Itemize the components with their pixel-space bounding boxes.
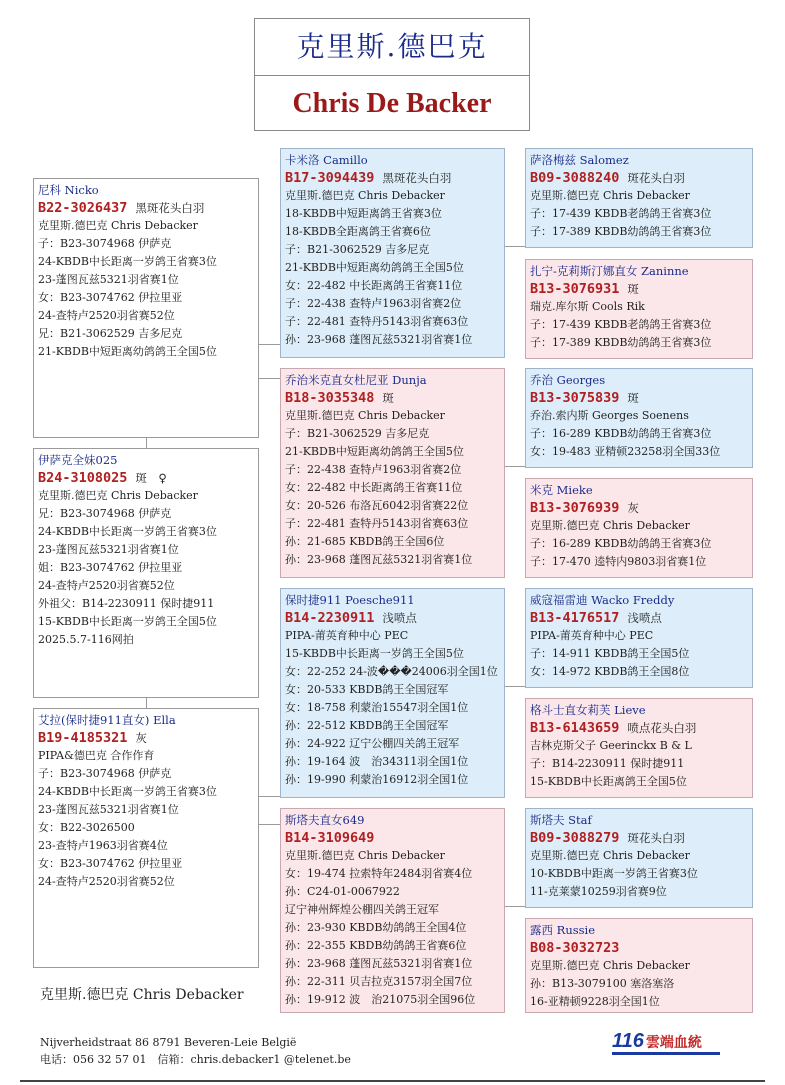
dds-name: 斯塔夫 Staf bbox=[530, 813, 592, 827]
dds-line: 克里斯.德巴克 Chris Debacker bbox=[530, 849, 690, 862]
pedigree-dsd-box bbox=[525, 698, 753, 798]
dd-line: 女：19-474 拉索特年2484羽省赛4位 bbox=[285, 867, 473, 880]
sire-color: 黑斑花头白羽 bbox=[135, 201, 205, 215]
pedigree-dd-box bbox=[280, 808, 505, 1013]
dsd-name: 格斗士直女莉芙 Lieve bbox=[530, 703, 646, 717]
sds-line: 女：19-483 亚精顿23258羽全国33位 bbox=[530, 445, 721, 458]
pedigree-sds-box bbox=[525, 368, 753, 468]
ss-line: 孙：23-968 蓬图瓦兹5321羽省赛1位 bbox=[285, 333, 473, 346]
sdd-ring: B13-3076939 灰 bbox=[530, 500, 639, 516]
sire-ring: B22-3026437 黑斑花头白羽 bbox=[38, 200, 205, 216]
dd-line: 克里斯.德巴克 Chris Debacker bbox=[285, 849, 445, 862]
sd-line: 女：22-482 中长距离鸽王省赛11位 bbox=[285, 481, 463, 494]
sss-color: 斑花头白羽 bbox=[627, 171, 685, 185]
sd-color: 斑 bbox=[382, 391, 394, 405]
sd-line: 21-KBDB中短距离幼鸽鸽王全国5位 bbox=[285, 445, 464, 458]
connector bbox=[258, 796, 280, 797]
connector bbox=[505, 686, 525, 687]
dam-line: 24-查特卢2520羽省赛52位 bbox=[38, 875, 175, 888]
connector bbox=[146, 438, 147, 448]
sd-line: 子：22-438 查特卢1963羽省赛2位 bbox=[285, 463, 462, 476]
sire-line: 21-KBDB中短距离幼鸽鸽王全国5位 bbox=[38, 345, 217, 358]
sds-ring: B13-3075839 斑 bbox=[530, 390, 639, 406]
ds-line: PIPA-莆英育种中心 PEC bbox=[285, 629, 409, 642]
dsd-color: 喷点花头白羽 bbox=[627, 721, 697, 735]
pedigree-ds-box bbox=[280, 588, 505, 798]
ddd-name: 露西 Russie bbox=[530, 923, 596, 937]
dam-line: 女：B22-3026500 bbox=[38, 821, 135, 834]
ss-line: 18-KBDB中短距离鸽王省赛3位 bbox=[285, 207, 442, 220]
dss-ring: B13-4176517 浅喷点 bbox=[530, 610, 662, 626]
pedigree-ss-box bbox=[280, 148, 505, 358]
dam-line: PIPA&德巴克 合作作育 bbox=[38, 749, 155, 762]
ss-color: 黑斑花头白羽 bbox=[382, 171, 452, 185]
dds-color: 斑花头白羽 bbox=[627, 831, 685, 845]
address-line: Nijverheidstraat 86 8791 Beveren-Leie België bbox=[40, 1036, 297, 1049]
ssd-name: 扎宁-克莉斯汀娜直女 Zaninne bbox=[530, 264, 689, 278]
ss-ring: B17-3094439 黑斑花头白羽 bbox=[285, 170, 452, 186]
ds-line: 孙：24-922 辽宁公棚四关鸽王冠军 bbox=[285, 737, 460, 750]
subject-line: 克里斯.德巴克 Chris Debacker bbox=[38, 489, 198, 502]
dam-color: 灰 bbox=[135, 731, 147, 745]
logo-underline bbox=[612, 1052, 720, 1055]
dds-line: 11-克莱蒙10259羽省赛9位 bbox=[530, 885, 667, 898]
dsd-line: 子：B14-2230911 保时捷911 bbox=[530, 757, 685, 770]
sds-line: 子：16-289 KBDB幼鸽鸽王省赛3位 bbox=[530, 427, 712, 440]
logo-text: 雲端血統 bbox=[645, 1035, 702, 1051]
ddd-ring: B08-3032723 bbox=[530, 940, 620, 956]
dss-color: 浅喷点 bbox=[627, 611, 662, 625]
ds-line: 孙：19-990 利蒙治16912羽全国1位 bbox=[285, 773, 469, 786]
ssd-ring: B13-3076931 斑 bbox=[530, 281, 639, 297]
ddd-line: 孙：B13-3079100 塞洛塞洛 bbox=[530, 977, 675, 990]
dd-name: 斯塔夫直女649 bbox=[285, 813, 365, 827]
connector bbox=[505, 906, 525, 907]
address-block bbox=[40, 1034, 351, 1068]
ss-line: 21-KBDB中短距离幼鸽鸽王全国5位 bbox=[285, 261, 464, 274]
sdd-name: 米克 Mieke bbox=[530, 483, 593, 497]
ss-line: 女：22-482 中长距离鸽王省赛11位 bbox=[285, 279, 463, 292]
sire-name: 尼科 Nicko bbox=[38, 183, 99, 197]
pedigree-subject-box bbox=[33, 448, 259, 698]
subject-line: 兄：B23-3074968 伊萨克 bbox=[38, 507, 172, 520]
dds-line: 10-KBDB中距离一岁鸽王省赛3位 bbox=[530, 867, 698, 880]
ddd-line: 16-亚精顿9228羽全国1位 bbox=[530, 995, 660, 1008]
sire-line: 女：B23-3074762 伊拉里亚 bbox=[38, 291, 183, 304]
dam-line: 23-查特卢1963羽省赛4位 bbox=[38, 839, 168, 852]
sire-line: 24-KBDB中长距离一岁鸽王省赛3位 bbox=[38, 255, 217, 268]
sds-name: 乔治 Georges bbox=[530, 373, 606, 387]
sds-color: 斑 bbox=[627, 391, 639, 405]
dam-line: 子：B23-3074968 伊萨克 bbox=[38, 767, 172, 780]
ds-line: 15-KBDB中长距离一岁鸽王全国5位 bbox=[285, 647, 464, 660]
sds-line: 乔治.索内斯 Georges Soenens bbox=[530, 409, 689, 422]
pedigree-sss-box bbox=[525, 148, 753, 248]
ss-line: 子：B21-3062529 吉多尼克 bbox=[285, 243, 430, 256]
dd-line: 孙：19-912 波 治21075羽全国96位 bbox=[285, 993, 476, 1006]
ds-line: 女：18-758 利蒙治15547羽全国1位 bbox=[285, 701, 469, 714]
ds-line: 女：22-252 24-波���24006羽全国1位 bbox=[285, 665, 498, 678]
dd-line: 孙：C24-01-0067922 bbox=[285, 885, 400, 898]
subject-name: 伊萨克全妹025 bbox=[38, 453, 118, 467]
dss-line: 子：14-911 KBDB鸽王全国5位 bbox=[530, 647, 690, 660]
ss-name: 卡米洛 Camillo bbox=[285, 153, 368, 167]
subject-line: 外祖父：B14-2230911 保时捷911 bbox=[38, 597, 215, 610]
pedigree-dam-box bbox=[33, 708, 259, 968]
ss-line: 子：22-438 查特卢1963羽省赛2位 bbox=[285, 297, 462, 310]
dd-line: 孙：22-311 贝吉拉克3157羽全国7位 bbox=[285, 975, 473, 988]
logo bbox=[612, 1030, 722, 1056]
pedigree-ddd-box bbox=[525, 918, 753, 1013]
sd-line: 克里斯.德巴克 Chris Debacker bbox=[285, 409, 445, 422]
connector bbox=[505, 246, 525, 247]
ds-name: 保时捷911 Poesche911 bbox=[285, 593, 415, 607]
pedigree-dss-box bbox=[525, 588, 753, 688]
subject-line: 15-KBDB中长距离一岁鸽王全国5位 bbox=[38, 615, 217, 628]
sss-line: 子：17-439 KBDB老鸽鸽王省赛3位 bbox=[530, 207, 712, 220]
sss-ring: B09-3088240 斑花头白羽 bbox=[530, 170, 685, 186]
dd-line: 孙：23-930 KBDB幼鸽鸽王全国4位 bbox=[285, 921, 467, 934]
subject-line: 23-蓬图瓦兹5321羽省赛1位 bbox=[38, 543, 179, 556]
ssd-color: 斑 bbox=[627, 282, 639, 296]
dd-ring: B14-3109649 bbox=[285, 830, 375, 846]
pedigree-sdd-box bbox=[525, 478, 753, 578]
contact-line: 电话：056 32 57 01 信箱：chris.debacker1 @telenet.be bbox=[40, 1053, 351, 1066]
connector bbox=[258, 824, 280, 825]
ds-line: 女：20-533 KBDB鸽王全国冠军 bbox=[285, 683, 449, 696]
ss-line: 子：22-481 查特丹5143羽省赛63位 bbox=[285, 315, 469, 328]
sss-line: 克里斯.德巴克 Chris Debacker bbox=[530, 189, 690, 202]
sire-line: 克里斯.德巴克 Chris Debacker bbox=[38, 219, 198, 232]
ds-color: 浅喷点 bbox=[382, 611, 417, 625]
subject-ring: B24-3108025 斑 ♀ bbox=[38, 470, 167, 486]
connector bbox=[258, 378, 280, 379]
subject-line: 24-KBDB中长距离一岁鸽王省赛3位 bbox=[38, 525, 217, 538]
ssd-line: 瑞克.库尔斯 Cools Rik bbox=[530, 300, 645, 313]
dd-line: 辽宁神州辉煌公棚四关鸽王冠军 bbox=[285, 903, 439, 916]
ds-line: 孙：22-512 KBDB鸽王全国冠军 bbox=[285, 719, 449, 732]
dsd-line: 15-KBDB中长距离鸽王全国5位 bbox=[530, 775, 687, 788]
subject-line: 2025.5.7-116网拍 bbox=[38, 633, 134, 646]
sss-line: 子：17-389 KBDB幼鸽鸽王省赛3位 bbox=[530, 225, 712, 238]
sdd-line: 克里斯.德巴克 Chris Debacker bbox=[530, 519, 690, 532]
dam-line: 24-KBDB中长距离一岁鸽王省赛3位 bbox=[38, 785, 217, 798]
dd-line: 孙：22-355 KBDB幼鸽鸽王省赛6位 bbox=[285, 939, 467, 952]
sire-line: 23-蓬图瓦兹5321羽省赛1位 bbox=[38, 273, 179, 286]
ss-line: 18-KBDB全距离鸽王省赛6位 bbox=[285, 225, 431, 238]
dam-ring: B19-4185321 灰 bbox=[38, 730, 147, 746]
dss-name: 威寇福雷迪 Wacko Freddy bbox=[530, 593, 675, 607]
sd-line: 子：B21-3062529 吉多尼克 bbox=[285, 427, 430, 440]
dss-line: PIPA-莆英育种中心 PEC bbox=[530, 629, 654, 642]
footer-divider bbox=[20, 1080, 765, 1082]
ddd-line: 克里斯.德巴克 Chris Debacker bbox=[530, 959, 690, 972]
pedigree-sd-box bbox=[280, 368, 505, 578]
sd-line: 孙：21-685 KBDB鸽王全国6位 bbox=[285, 535, 445, 548]
sd-line: 女：20-526 布洛瓦6042羽省赛22位 bbox=[285, 499, 469, 512]
sd-ring: B18-3035348 斑 bbox=[285, 390, 394, 406]
subject-line: 姐：B23-3074762 伊拉里亚 bbox=[38, 561, 183, 574]
title-chinese: 克里斯.德巴克 bbox=[255, 19, 529, 76]
sd-line: 子：22-481 查特丹5143羽省赛63位 bbox=[285, 517, 469, 530]
sire-line: 兄：B21-3062529 吉多尼克 bbox=[38, 327, 183, 340]
sire-line: 子：B23-3074968 伊萨克 bbox=[38, 237, 172, 250]
dam-name: 艾拉(保时捷911直女) Ella bbox=[38, 713, 176, 727]
logo-number: 116 bbox=[612, 1030, 644, 1052]
dsd-line: 吉林克斯父子 Geerinckx B & L bbox=[530, 739, 692, 752]
connector bbox=[146, 698, 147, 708]
pedigree-ssd-box bbox=[525, 259, 753, 359]
dsd-ring: B13-6143659 喷点花头白羽 bbox=[530, 720, 697, 736]
dam-line: 女：B23-3074762 伊拉里亚 bbox=[38, 857, 183, 870]
title-english: Chris De Backer bbox=[292, 88, 492, 119]
sss-name: 萨洛梅兹 Salomez bbox=[530, 153, 629, 167]
dds-ring: B09-3088279 斑花头白羽 bbox=[530, 830, 685, 846]
sd-line: 孙：23-968 蓬图瓦兹5321羽省赛1位 bbox=[285, 553, 473, 566]
pedigree-dds-box bbox=[525, 808, 753, 908]
sire-line: 24-查特卢2520羽省赛52位 bbox=[38, 309, 175, 322]
sdd-line: 子：17-470 逵特内9803羽省赛1位 bbox=[530, 555, 707, 568]
ds-line: 孙：19-164 波 治34311羽全国1位 bbox=[285, 755, 469, 768]
ssd-line: 子：17-389 KBDB幼鸽鸽王省赛3位 bbox=[530, 336, 712, 349]
sd-name: 乔治米克直女杜尼亚 Dunja bbox=[285, 373, 427, 387]
dss-line: 女：14-972 KBDB鸽王全国8位 bbox=[530, 665, 690, 678]
connector bbox=[258, 344, 280, 345]
breeder-name: 克里斯.德巴克 Chris Debacker bbox=[40, 987, 244, 1003]
ds-ring: B14-2230911 浅喷点 bbox=[285, 610, 417, 626]
sdd-line: 子：16-289 KBDB幼鸽鸽王省赛3位 bbox=[530, 537, 712, 550]
title-box bbox=[254, 18, 530, 131]
subject-color: 斑 ♀ bbox=[135, 471, 167, 485]
sdd-color: 灰 bbox=[627, 501, 639, 515]
ssd-line: 子：17-439 KBDB老鸽鸽王省赛3位 bbox=[530, 318, 712, 331]
pedigree-sire-box bbox=[33, 178, 259, 438]
dam-line: 23-蓬图瓦兹5321羽省赛1位 bbox=[38, 803, 179, 816]
connector bbox=[505, 466, 525, 467]
subject-line: 24-查特卢2520羽省赛52位 bbox=[38, 579, 175, 592]
ss-line: 克里斯.德巴克 Chris Debacker bbox=[285, 189, 445, 202]
dd-line: 孙：23-968 蓬图瓦兹5321羽省赛1位 bbox=[285, 957, 473, 970]
